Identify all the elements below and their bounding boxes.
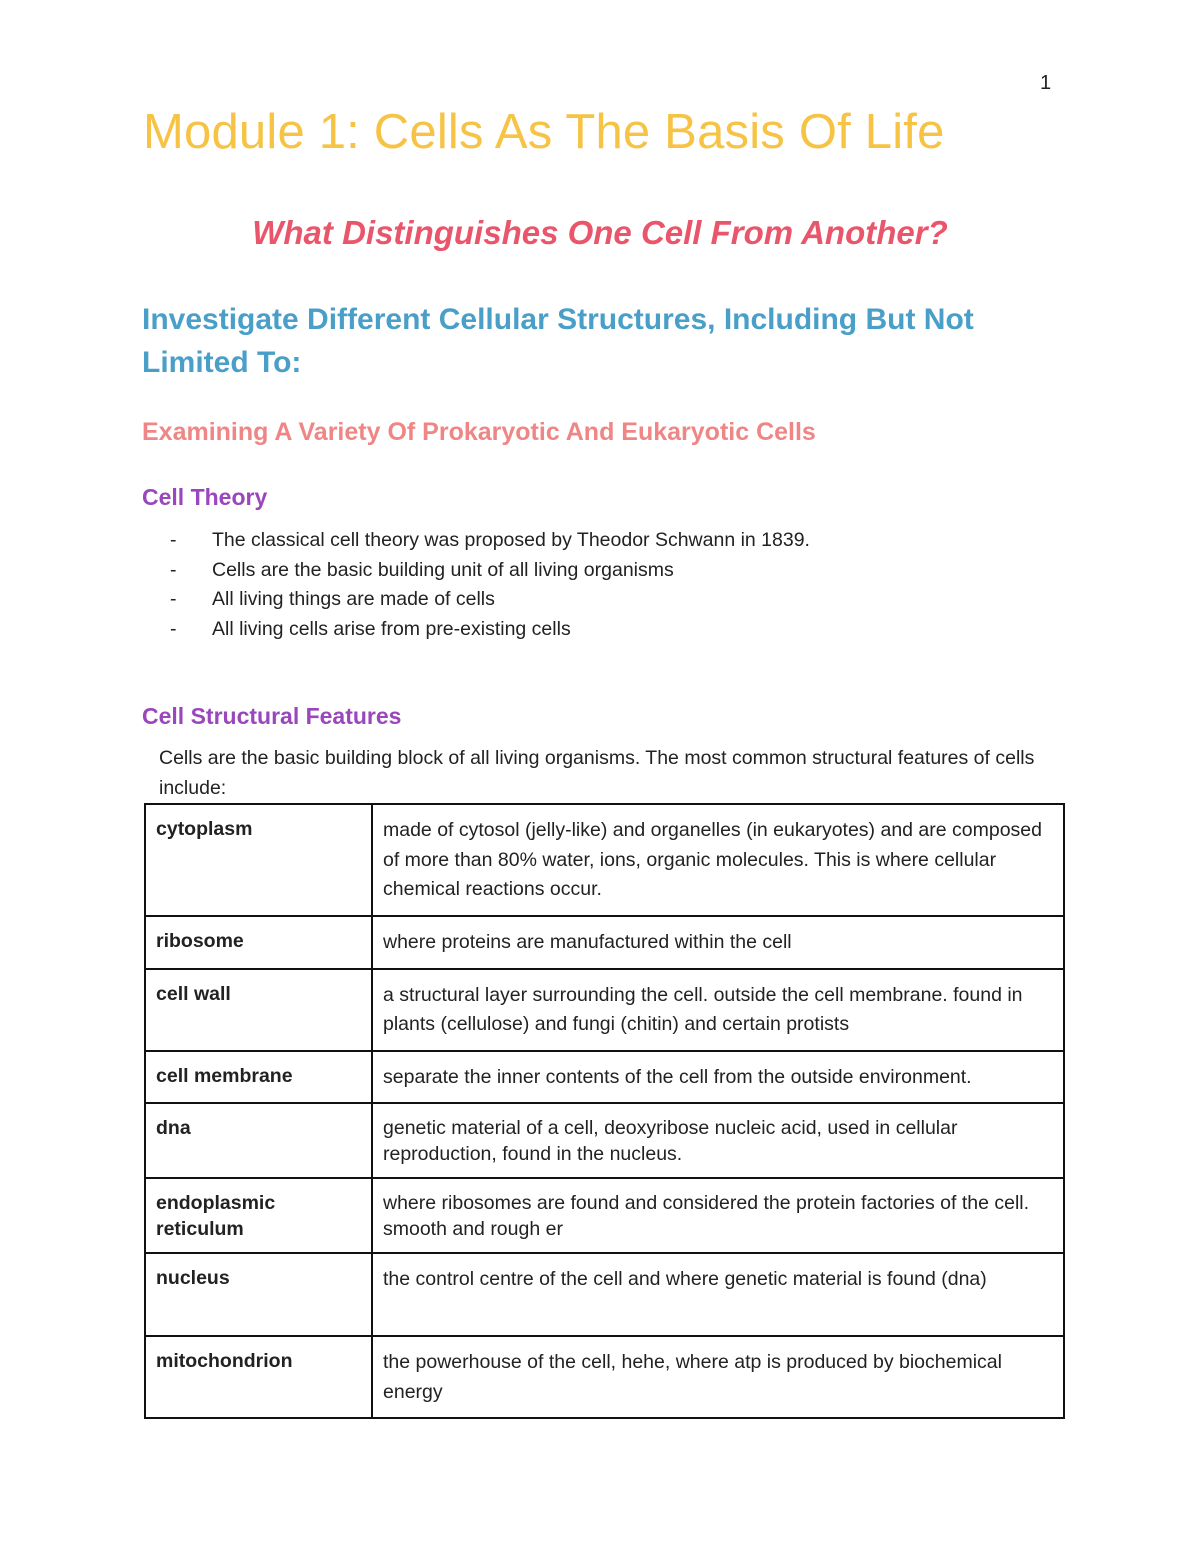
bullet-dash: - [170, 558, 177, 581]
examining-heading: Examining A Variety Of Prokaryotic And Eukaryotic Cells [142, 418, 816, 446]
cell-theory-heading: Cell Theory [142, 484, 268, 510]
list-item [170, 585, 810, 615]
term-cell: ribosome [145, 916, 372, 969]
structural-features-heading: Cell Structural Features [142, 703, 402, 729]
list-item [170, 615, 810, 645]
definition-cell: separate the inner contents of the cell from the outside environment. [372, 1051, 1064, 1104]
bullet-dash: - [170, 618, 177, 641]
bullet-dash: - [170, 529, 177, 551]
table-row [145, 916, 1064, 969]
term-cell: dna [145, 1103, 372, 1178]
table-row [145, 804, 1064, 916]
question-title: What Distinguishes One Cell From Another? [252, 214, 948, 251]
definition-cell: made of cytosol (jelly-like) and organelles (in eukaryotes) and are composed of more than 80% water, ions, organic molecules. This is where cellular chemical reactions occur. [372, 804, 1064, 916]
definition-cell: the powerhouse of the cell, hehe, where atp is produced by biochemical energy [372, 1336, 1064, 1418]
definition-cell: genetic material of a cell, deoxyribose nucleic acid, used in cellular reproduction, found in the nucleus. [372, 1103, 1064, 1178]
page-number: 1 [1040, 72, 1052, 94]
bullet-dash: - [170, 588, 177, 611]
table-row [145, 1103, 1064, 1178]
table-row [145, 1051, 1064, 1104]
definition-cell: where ribosomes are found and considered the protein factories of the cell. smooth and rough er [372, 1178, 1064, 1253]
list-item [170, 526, 810, 556]
definition-cell: a structural layer surrounding the cell. outside the cell membrane. found in plants (cellulose) and fungi (chitin) and certain protists [372, 969, 1064, 1051]
list-item-text: All living cells arise from pre-existing cells [212, 618, 571, 641]
cell-theory-list [170, 526, 810, 645]
investigate-heading: Investigate Different Cellular Structures, Including But Not Limited To: [142, 303, 974, 379]
table-row [145, 1253, 1064, 1336]
module-title: Module 1: Cells As The Basis Of Life [143, 105, 945, 159]
term-cell: cell membrane [145, 1051, 372, 1104]
term-cell: cytoplasm [145, 804, 372, 916]
table-row [145, 969, 1064, 1051]
table-row [145, 1336, 1064, 1418]
term-cell: cell wall [145, 969, 372, 1051]
list-item-text: The classical cell theory was proposed by Theodor Schwann in 1839. [212, 529, 810, 551]
term-cell: mitochondrion [145, 1336, 372, 1418]
term-cell: endoplasmic reticulum [145, 1178, 372, 1253]
table-row [145, 1178, 1064, 1253]
definition-cell: the control centre of the cell and where genetic material is found (dna) [372, 1253, 1064, 1336]
list-item-text: All living things are made of cells [212, 588, 495, 611]
structural-features-table [144, 803, 1065, 1419]
list-item-text: Cells are the basic building unit of all living organisms [212, 558, 674, 581]
definition-cell: where proteins are manufactured within the cell [372, 916, 1064, 969]
term-cell: nucleus [145, 1253, 372, 1336]
list-item [170, 556, 810, 586]
structural-features-intro: Cells are the basic building block of all living organisms. The most common structural features of cells include: [159, 747, 1035, 799]
